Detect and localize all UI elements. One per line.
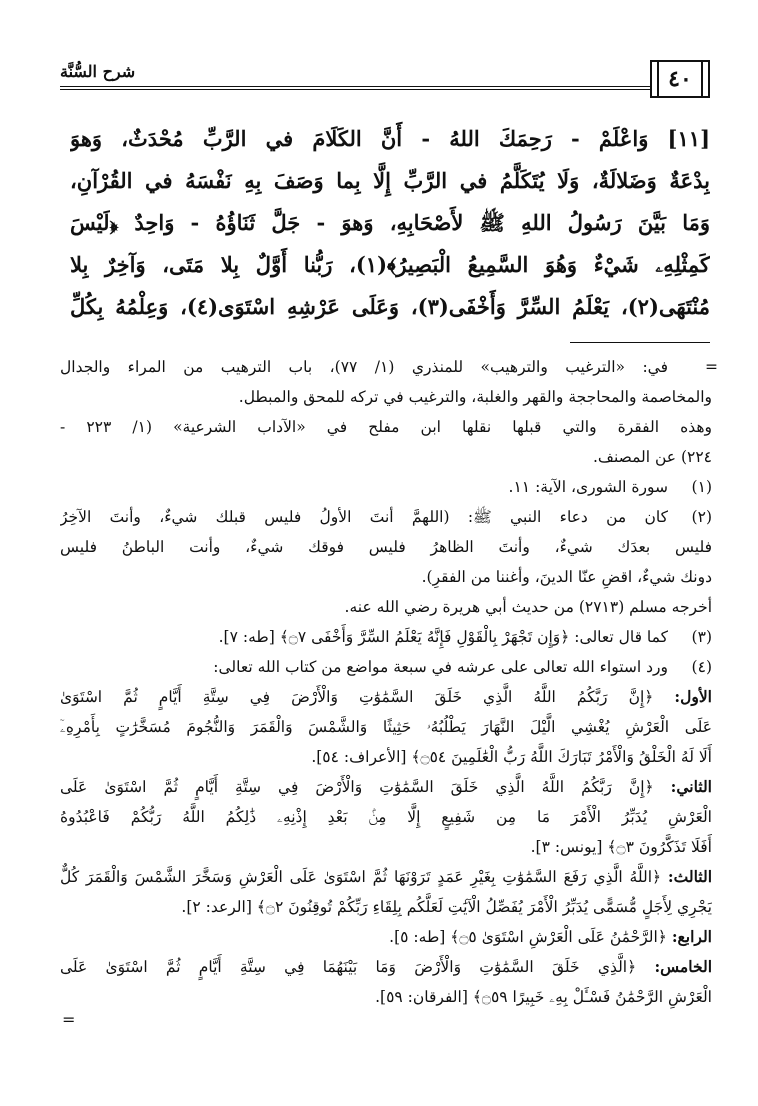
page-continues-marker: = [62,1010,76,1029]
footnote-line: ٢٢٤) عن المصنف. [592,448,712,466]
footnote-continuation [60,352,718,382]
page-number: ٤٠ [668,66,692,92]
page-number-box [650,60,710,98]
footnote-line: سورة الشورى، الآية: ١١. [508,478,668,496]
page-header [60,58,710,98]
main-text-line: [١١] وَاعْلَمْ - رَحِمَكَ اللهُ - أَنَّ الكَلَامَ في الرَّبِّ مُحْدَثٌ، وَهوَ [70,126,710,151]
footnote-line [60,952,712,982]
book-title: شرح السُّنَّة [60,62,143,81]
verse-text: ﴿اللَّهُ الَّذِي رَفَعَ السَّمَٰوَٰتِ بِغَيْرِ عَمَدٍ تَرَوْنَهَا ثُمَّ اسْتَوَىٰ عَلَى الْعَرْشِ وَسَخَّرَ الشَّمْسَ وَالْقَمَرَ كُلٌّ [60,868,662,886]
verse-text: ﴿الرَّحْمَٰنُ عَلَى الْعَرْشِ اسْتَوَىٰ ۝٥﴾ [طه: ٥]. [389,928,667,946]
section-label: الأول: [674,687,712,706]
footnote-line: في: «الترغيب والترهيب» للمنذري (١/ ٧٧)، باب الترهيب من المراء والجدال [60,358,668,376]
footnote-line: كان من دعاء النبي ﷺ: (اللهمَّ أنتَ الأولُ فليس قبلك شيءٌ، وأنتَ الآخِرُ [60,508,668,526]
footnote-line: الْعَرْشِ يُدَبِّرُ الْأَمْرَ مَا مِن شَفِيعٍ إِلَّا مِنۢ بَعْدِ إِذْنِهِۦ ذَٰلِكُمُ اللَّهُ رَبُّكُمْ فَاعْبُدُوهُ [60,808,712,826]
footnote-line: ورد استواء الله تعالى على عرشه في سبعة مواضع من كتاب الله تعالى: [213,658,668,676]
section-label: الثاني: [670,777,712,796]
verse-text: ﴿إِنَّ رَبَّكُمُ اللَّهُ الَّذِي خَلَقَ السَّمَٰوَٰتِ وَالْأَرْضَ فِي سِتَّةِ أَيَّامٍ ثُمَّ اسْتَوَىٰ [60,688,654,706]
header-rule-double [60,89,710,90]
main-text-line: كَمِثْلِهِۦ شَيْءٌ وَهُوَ السَّمِيعُ الْبَصِيرُ﴾(١)، رَبُّنا أَوَّلٌ بِلا مَتَى، وَآخِرٌ بِلا [70,252,710,277]
footnote-line: أَلَا لَهُ الْخَلْقُ وَالْأَمْرُ تَبَارَكَ اللَّهُ رَبُّ الْعَٰلَمِينَ ۝٥٤﴾ [الأعراف: ٥٤]. [311,748,712,766]
continuation-marker: = [705,358,718,376]
footnote-line: وهذه الفقرة والتي قبلها نقلها ابن مفلح في «الآداب الشرعية» (١/ ٢٢٣ - [60,418,712,436]
footnote-separator [570,342,710,343]
footnotes [60,352,718,1012]
footnote-line: يَجْرِي لِأَجَلٍ مُّسَمًّى يُدَبِّرُ الْأَمْرَ يُفَصِّلُ الْآيَٰتِ لَعَلَّكُم بِلِقَاءِ رَبِّكُمْ تُوقِنُونَ ۝٢﴾ [الرعد: ٢]. [181,898,712,916]
main-text-line: وَمَا بَيَّنَ رَسُولُ اللهِ ﷺ لأَصْحَابِهِ، وَهوَ - جَلَّ ثَنَاؤُهُ - وَاحِدٌ ﴿لَيْسَ [70,210,710,235]
footnote-line [60,862,712,892]
footnote-1 [60,472,712,502]
footnote-3 [60,622,712,652]
main-text-line: مُنْتَهَى(٢)، يَعْلَمُ السِّرَّ وَأَخْفَى(٣)، وَعَلَى عَرْشِهِ اسْتَوَى(٤)، وَعِلْمُهُ بِكُلِّ [70,294,710,319]
footnote-line [60,682,712,712]
main-text-line: بِدْعَةٌ وَضَلالَةٌ، وَلَا يُتَكَلَّمُ في الرَّبِّ إِلَّا بِما وَصَفَ بِهِ نَفْسَهُ في القُرْآنِ، [70,168,710,193]
section-label: الرابع: [671,927,712,946]
footnote-2 [60,502,712,532]
footnote-number: (٣) [691,628,712,646]
section-label: الخامس: [654,957,712,976]
footnote-line: أخرجه مسلم (٢٧١٣) من حديث أبي هريرة رضي الله عنه. [344,598,712,616]
footnote-number: (٤) [691,658,712,676]
footnote-line [60,922,712,952]
main-text [70,118,710,328]
footnote-line: فليس بعدَك شيءٌ، وأنتَ الظاهرُ فليس فوقك شيءٌ، وأنت الباطنُ فليس [60,538,712,556]
footnote-line: أَفَلَا تَذَكَّرُونَ ۝٣﴾ [يونس: ٣]. [530,838,712,856]
verse-text: ﴿الَّذِي خَلَقَ السَّمَٰوَٰتِ وَالْأَرْضَ وَمَا بَيْنَهُمَا فِي سِتَّةِ أَيَّامٍ ثُمَّ اسْتَوَىٰ عَلَى [60,958,637,976]
footnote-line: كما قال تعالى: ﴿وَإِن تَجْهَرْ بِالْقَوْلِ فَإِنَّهُ يَعْلَمُ السِّرَّ وَأَخْفَى ۝٧﴾ [طه: ٧]. [218,628,668,646]
footnote-line: والمخاصمة والمحاججة والقهر والغلبة، والترغيب في تركه للمحق والمبطل. [238,388,712,406]
footnote-4 [60,652,712,682]
section-label: الثالث: [667,867,712,886]
header-rule [60,86,710,87]
footnote-number: (١) [691,478,712,496]
footnote-line: الْعَرْشِ الرَّحْمَٰنُ فَسْـَٔلْ بِهِۦ خَبِيرًا ۝٥٩﴾ [الفرقان: ٥٩]. [375,988,712,1006]
footnote-number: (٢) [691,508,712,526]
footnote-line [60,772,712,802]
verse-text: ﴿إِنَّ رَبَّكُمُ اللَّهُ الَّذِي خَلَقَ السَّمَٰوَٰتِ وَالْأَرْضَ فِي سِتَّةِ أَيَّامٍ ثُمَّ اسْتَوَىٰ عَلَى [60,778,654,796]
footnote-line: دونك شيءٌ، اقضِ عنّا الدينَ، وأغننا من الفقرِ). [421,568,712,586]
footnote-line: عَلَى الْعَرْشِ يُغْشِي الَّيْلَ النَّهَارَ يَطْلُبُهُۥ حَثِيثًا وَالشَّمْسَ وَالْقَمَرَ وَالنُّجُومَ مُسَخَّرَٰتٍ بِأَمْرِهِۦٓ [60,718,712,736]
